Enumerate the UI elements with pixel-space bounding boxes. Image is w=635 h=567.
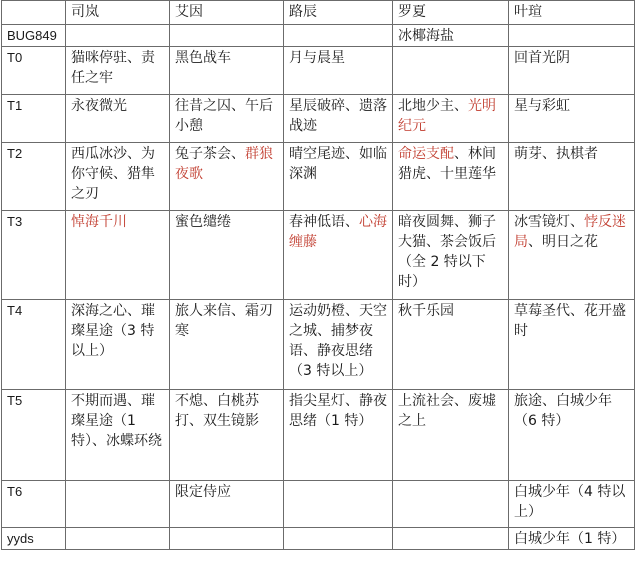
cell-text: 、林间猎虎、十里莲华 — [398, 146, 496, 182]
table-cell — [393, 481, 509, 528]
table-cell: 暗夜圆舞、狮子大猫、茶会饭后（全 2 特以下时） — [393, 211, 509, 300]
row-label: BUG849 — [2, 25, 66, 47]
cell-text: 北地少主、 — [398, 98, 468, 114]
table-cell — [170, 143, 284, 211]
header-row — [2, 1, 635, 25]
table-cell: 指尖星灯、静夜思绪（1 特） — [284, 390, 393, 481]
table-cell: 晴空尾迹、如临深渊 — [284, 143, 393, 211]
row-label: yyds — [2, 528, 66, 550]
header-luoxia: 罗夏 — [393, 1, 509, 25]
table-cell — [66, 481, 170, 528]
row-t2 — [2, 143, 635, 211]
highlighted-text: 光明纪元 — [398, 98, 496, 134]
table-cell: 西瓜冰沙、为你守候、猎隼之刃 — [66, 143, 170, 211]
table-cell: 萌芽、执棋者 — [509, 143, 635, 211]
table-cell: 草莓圣代、花开盛时 — [509, 300, 635, 390]
header-corner — [2, 1, 66, 25]
table-cell: 白城少年（4 特以上） — [509, 481, 635, 528]
table-cell — [66, 528, 170, 550]
row-yyds — [2, 528, 635, 550]
highlighted-text: 心海缠藤 — [289, 214, 387, 250]
table-cell — [284, 25, 393, 47]
table-cell: 运动奶橙、天空之城、捕梦夜语、静夜思绪（3 特以上） — [284, 300, 393, 390]
table-cell — [284, 528, 393, 550]
table-cell: 黑色战车 — [170, 47, 284, 95]
highlighted-text: 命运支配 — [398, 146, 454, 162]
header-silan: 司岚 — [66, 1, 170, 25]
header-luchen: 路辰 — [284, 1, 393, 25]
table-cell: 往昔之囚、午后小憩 — [170, 95, 284, 143]
row-t6 — [2, 481, 635, 528]
row-label: T2 — [2, 143, 66, 211]
table-cell: 月与晨星 — [284, 47, 393, 95]
table-cell: 悼海千川 — [66, 211, 170, 300]
table-cell: 不期而遇、璀璨星途（1 特）、冰蝶环绕 — [66, 390, 170, 481]
table-cell — [66, 25, 170, 47]
cell-text: 冰雪镜灯、 — [514, 214, 584, 230]
table-cell: 上流社会、废墟之上 — [393, 390, 509, 481]
table-cell: 限定侍应 — [170, 481, 284, 528]
table-cell — [509, 25, 635, 47]
table-cell: 蜜色缱绻 — [170, 211, 284, 300]
table-cell: 不熄、白桃苏打、双生镜影 — [170, 390, 284, 481]
row-label: T5 — [2, 390, 66, 481]
table-cell — [284, 481, 393, 528]
row-t3 — [2, 211, 635, 300]
table-cell: 秋千乐园 — [393, 300, 509, 390]
table-cell — [393, 528, 509, 550]
row-t5 — [2, 390, 635, 481]
table-cell: 冰椰海盐 — [393, 25, 509, 47]
header-aiyin: 艾因 — [170, 1, 284, 25]
header-yexuan: 叶瑄 — [509, 1, 635, 25]
table-cell — [284, 211, 393, 300]
table-cell: 白城少年（1 特） — [509, 528, 635, 550]
row-label: T3 — [2, 211, 66, 300]
table-cell — [170, 528, 284, 550]
row-t1 — [2, 95, 635, 143]
table-cell: 星辰破碎、遗落战迹 — [284, 95, 393, 143]
table-cell: 深海之心、璀璨星途（3 特以上） — [66, 300, 170, 390]
row-label: T4 — [2, 300, 66, 390]
cell-text: 、明日之花 — [528, 234, 598, 250]
table-cell: 回首光阴 — [509, 47, 635, 95]
row-label: T0 — [2, 47, 66, 95]
table-cell — [393, 95, 509, 143]
highlighted-text: 群狼夜歌 — [175, 146, 273, 182]
row-label: T1 — [2, 95, 66, 143]
table-cell: 猫咪停驻、责任之牢 — [66, 47, 170, 95]
table-cell: 永夜微光 — [66, 95, 170, 143]
table-cell — [170, 25, 284, 47]
table-cell: 旅人来信、霜刃寒 — [170, 300, 284, 390]
table-cell — [393, 143, 509, 211]
row-bug849 — [2, 25, 635, 47]
row-label: T6 — [2, 481, 66, 528]
table-cell: 旅途、白城少年（6 特） — [509, 390, 635, 481]
table-cell — [509, 211, 635, 300]
row-t0 — [2, 47, 635, 95]
highlighted-text: 悖反迷局 — [514, 214, 626, 250]
cell-text: 春神低语、 — [289, 214, 359, 230]
table-cell — [393, 47, 509, 95]
cell-text: 兔子茶会、 — [175, 146, 245, 162]
row-t4 — [2, 300, 635, 390]
tier-table — [1, 0, 635, 550]
table-cell: 星与彩虹 — [509, 95, 635, 143]
